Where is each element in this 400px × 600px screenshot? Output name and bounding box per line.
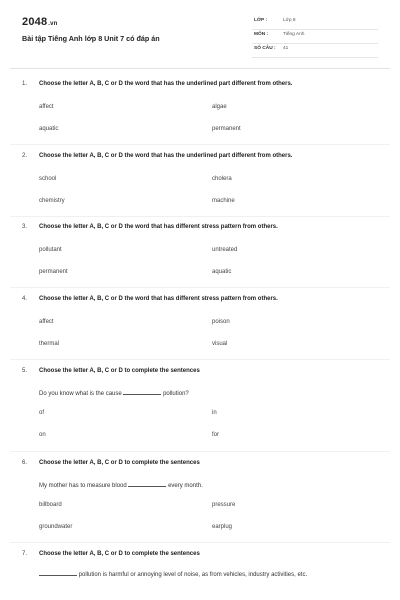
question-text: Choose the letter A, B, C or D to complete the sentences <box>39 368 200 374</box>
logo-main: 2048 <box>22 16 48 28</box>
option-d[interactable]: aquatic <box>212 269 232 275</box>
site-logo[interactable] <box>22 16 58 28</box>
option-a[interactable]: of <box>39 410 45 416</box>
question-divider <box>10 216 390 217</box>
question-text: Choose the letter A, B, C or D to complete the sentences <box>39 551 200 557</box>
option-d[interactable]: permanent <box>212 126 241 132</box>
meta-row-count <box>252 43 378 58</box>
option-d[interactable]: machine <box>212 198 235 204</box>
option-c[interactable]: thermal <box>39 341 60 347</box>
option-d[interactable]: for <box>212 432 220 438</box>
stem-before: My mother has to measure blood <box>39 483 127 489</box>
question-divider <box>10 451 390 452</box>
option-a[interactable]: affect <box>39 319 54 325</box>
meta-key: SỐ CÂU : <box>254 46 276 51</box>
stem-after: pollution is harmful or annoying level of noise, as from vehicles, industry activities, etc. <box>78 572 308 578</box>
option-b[interactable]: poison <box>212 319 230 325</box>
question-number: 1. <box>22 81 28 87</box>
logo-suffix: .vn <box>48 21 58 27</box>
answer-blank <box>39 569 77 576</box>
option-c[interactable]: groundwater <box>39 524 73 530</box>
option-c[interactable]: permanent <box>39 269 68 275</box>
meta-row-subject <box>252 29 378 44</box>
document-title: Bài tập Tiếng Anh lớp 8 Unit 7 có đáp án <box>22 34 160 43</box>
question-text: Choose the letter A, B, C or D to complete the sentences <box>39 460 200 466</box>
option-b[interactable]: untreated <box>212 247 238 253</box>
option-b[interactable]: in <box>212 410 217 416</box>
question-stem <box>39 480 203 489</box>
option-a[interactable]: affect <box>39 104 54 110</box>
option-b[interactable]: pressure <box>212 502 236 508</box>
option-c[interactable]: aquatic <box>39 126 59 132</box>
question-text: Choose the letter A, B, C or D the word that has the underlined part different from others. <box>39 153 293 159</box>
meta-value: 41 <box>283 46 289 51</box>
question-number: 5. <box>22 368 28 374</box>
question-text: Choose the letter A, B, C or D the word that has the underlined part different from others. <box>39 81 293 87</box>
question-number: 2. <box>22 153 28 159</box>
option-d[interactable]: earplug <box>212 524 233 530</box>
question-number: 4. <box>22 296 28 302</box>
stem-before: Do you know what is the cause <box>39 391 122 397</box>
question-stem <box>39 569 369 581</box>
option-c[interactable]: on <box>39 432 46 438</box>
question-text: Choose the letter A, B, C or D the word that has different stress pattern from others. <box>39 224 278 230</box>
meta-row-class <box>252 15 378 30</box>
answer-blank <box>123 388 161 395</box>
meta-value: Tiếng Anh <box>283 32 305 37</box>
option-a[interactable]: pollutant <box>39 247 62 253</box>
option-d[interactable]: visual <box>212 341 228 347</box>
stem-after: every month. <box>168 483 203 489</box>
question-divider <box>10 359 390 360</box>
option-a[interactable]: billboard <box>39 502 62 508</box>
question-stem <box>39 388 189 397</box>
option-b[interactable]: cholera <box>212 176 232 182</box>
stem-after: pollution? <box>163 391 189 397</box>
meta-key: MÔN : <box>254 32 269 37</box>
option-c[interactable]: chemistry <box>39 198 65 204</box>
question-divider <box>10 287 390 288</box>
question-number: 7. <box>22 551 28 557</box>
option-a[interactable]: school <box>39 176 57 182</box>
question-number: 3. <box>22 224 28 230</box>
question-number: 6. <box>22 460 28 466</box>
header-divider <box>10 68 390 69</box>
question-divider <box>10 542 390 543</box>
option-b[interactable]: algae <box>212 104 227 110</box>
question-text: Choose the letter A, B, C or D the word that has different stress pattern from others. <box>39 296 278 302</box>
meta-value: Lớp 8 <box>283 18 296 23</box>
meta-key: LỚP : <box>254 18 268 23</box>
question-divider <box>10 144 390 145</box>
answer-blank <box>128 480 166 487</box>
